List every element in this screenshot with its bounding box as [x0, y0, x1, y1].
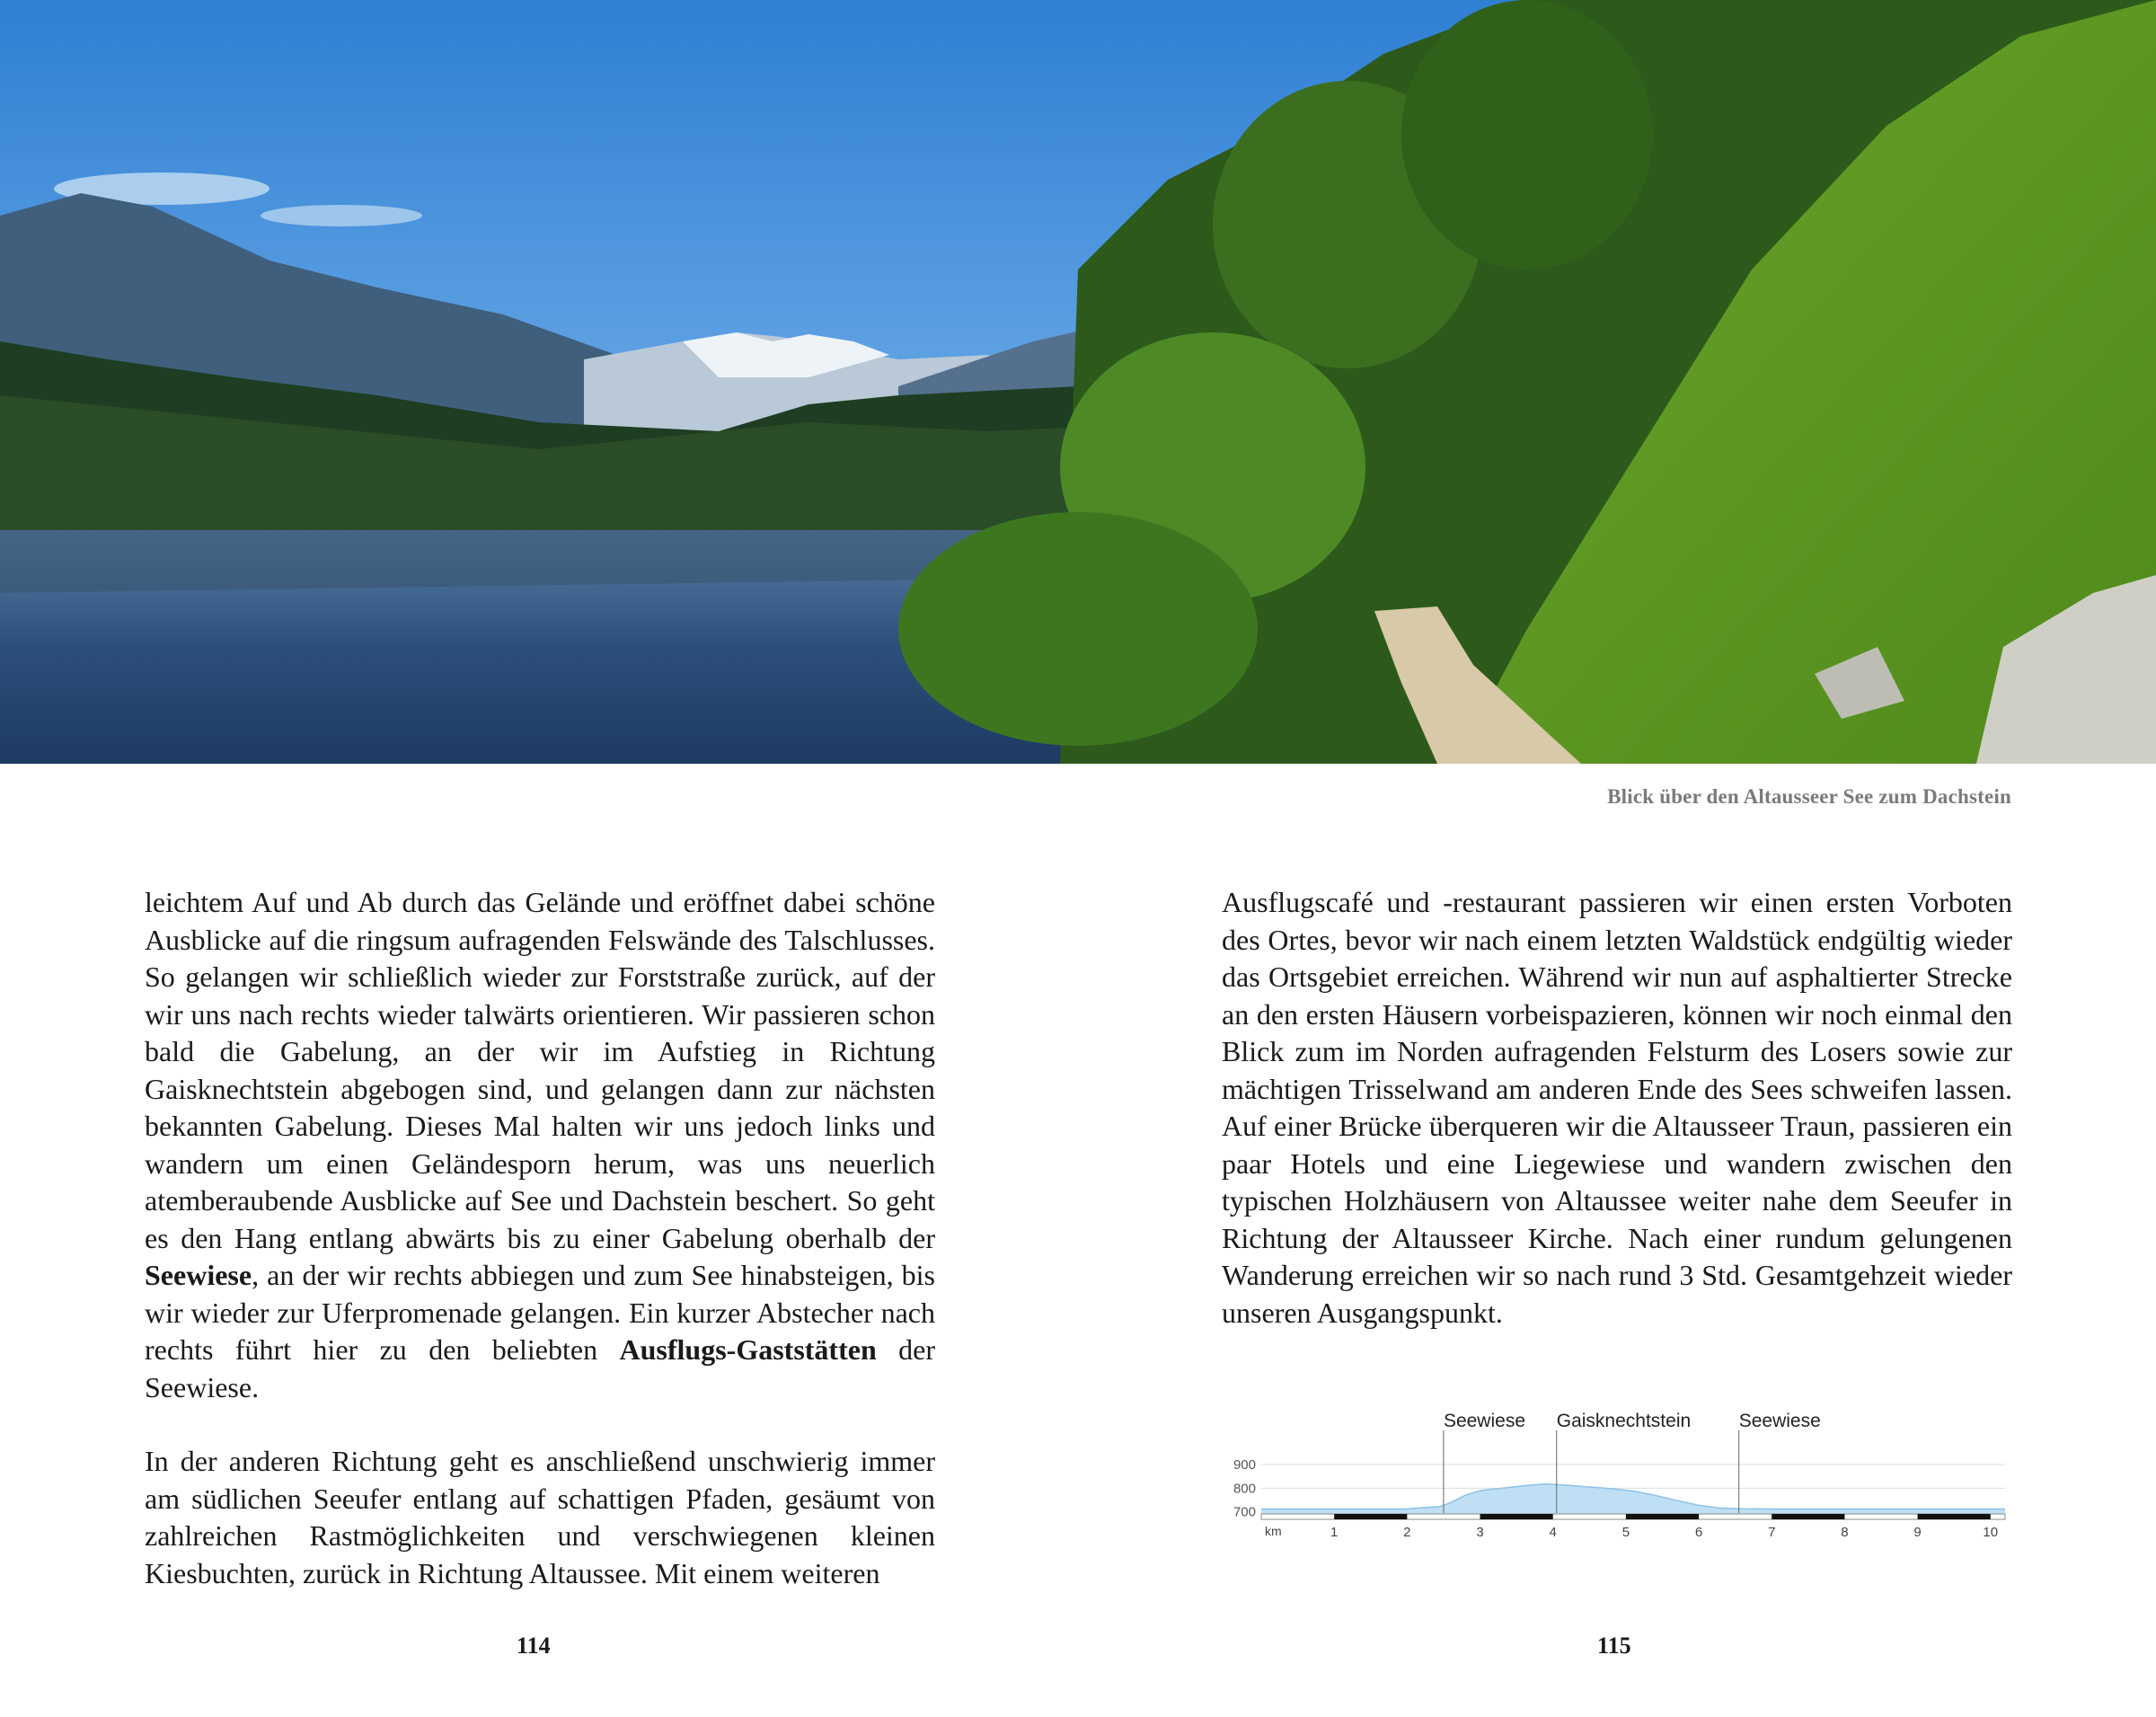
y-tick-label: 800 [1233, 1481, 1256, 1497]
km-scale-segment [1918, 1514, 1991, 1519]
paragraph [1222, 884, 2012, 1332]
waypoint-label: Seewiese [1738, 1411, 1821, 1431]
x-tick-label: 8 [1841, 1525, 1849, 1540]
km-scale-segment [1626, 1514, 1699, 1519]
page-number-right: 115 [1597, 1633, 1631, 1659]
x-tick-label: 4 [1549, 1525, 1557, 1540]
page-number-left: 114 [517, 1633, 551, 1659]
x-tick-label: 1 [1330, 1525, 1339, 1540]
x-tick-label: 6 [1694, 1525, 1703, 1540]
bold-term: Ausflugs-Gaststätten [619, 1333, 877, 1366]
x-tick-label: 9 [1913, 1525, 1922, 1540]
left-page-text [145, 884, 935, 1629]
text-run: In der anderen Richtung geht es anschließend unschwierig immer am südlichen Seeufer entlang auf schattigen Pfaden, gesäumt von zahlreichen Rastmöglichkeiten und verschwiegenen kleinen Kiesbuchten, zurück in Richtung Altaussee. Mit einem weiteren [145, 1445, 935, 1589]
text-run: Ausflugscafé und -restaurant passieren wir einen ersten Vorboten des Ortes, bevor wir nach einem letzten Waldstück endgültig wieder das Ortsgebiet erreichen. Während wir nun auf asphaltierter Strecke an den ersten Häusern vorbeispazieren, können wir noch einmal den Blick zum im Norden aufragenden Felsturm des Losers sowie zur mächtigen Trisselwand am anderen Ende des Sees schweifen lassen. Auf einer Brücke überqueren wir die Altausseer Traun, passieren ein paar Hotels und eine Liegewiese und wandern zwischen den typischen Holzhäusern von Altaussee weiter nahe dem Seeufer in Richtung der Altausseer Kirche. Nach einer rundum gelungenen Wanderung erreichen wir so nach rund 3 Std. Gesamtgehzeit wieder unseren Ausgangspunkt. [1222, 886, 2012, 1329]
hero-photo [0, 0, 2156, 764]
y-tick-label: 700 [1233, 1504, 1256, 1520]
paragraph [145, 884, 935, 1406]
lake-landscape-image [0, 0, 2156, 764]
elevation-profile-svg [1222, 1409, 2012, 1553]
x-tick-label: 7 [1768, 1525, 1776, 1540]
bold-term: Seewiese [145, 1259, 252, 1291]
x-tick-label: 10 [1983, 1525, 1999, 1540]
waypoint-label: Gaisknechtstein [1556, 1411, 1692, 1431]
x-tick-label: 2 [1403, 1525, 1411, 1540]
x-axis-label: km [1265, 1524, 1282, 1538]
text-run: der Seewiese. [145, 1333, 936, 1403]
right-page-text [1222, 884, 2012, 1368]
x-tick-label: 5 [1621, 1525, 1630, 1540]
elevation-profile-chart [1222, 1409, 2012, 1553]
text-run: , an der wir rechts abbiegen und zum See hinabsteigen, bis wir wieder zur Uferpromenade gelangen. Ein kurzer Abstecher nach rechts führt hier zu den beliebten [145, 1259, 935, 1366]
photo-caption: Blick über den Altausseer See zum Dachstein [1607, 785, 2011, 808]
text-run: leichtem Auf und Ab durch das Gelände und eröffnet dabei schöne Ausblicke auf die ringsum aufragenden Felswände des Talschlusses. So gelangen wir schließlich wieder zur Forststraße zurück, auf der wir uns nach rechts wieder talwärts orientieren. Wir passieren schon bald die Gabelung, an der wir im Aufstieg in Richtung Gaisknechtstein abgebogen sind, und gelangen dann zur nächsten bekannten Gabelung. Dieses Mal halten wir uns jedoch links und wandern um einen Geländesporn herum, was uns neuerlich atemberaubende Ausblicke auf See und Dachstein beschert. So geht es den Hang entlang abwärts bis zu einer Gabelung oberhalb der [145, 886, 935, 1254]
y-tick-label: 900 [1233, 1456, 1256, 1473]
x-tick-label: 3 [1476, 1525, 1484, 1540]
km-scale-segment [1772, 1514, 1844, 1519]
km-scale-segment [1480, 1514, 1553, 1519]
km-scale-segment [1334, 1514, 1407, 1519]
waypoint-label: Seewiese [1443, 1411, 1526, 1431]
elevation-area [1261, 1484, 2005, 1517]
paragraph [145, 1443, 935, 1592]
